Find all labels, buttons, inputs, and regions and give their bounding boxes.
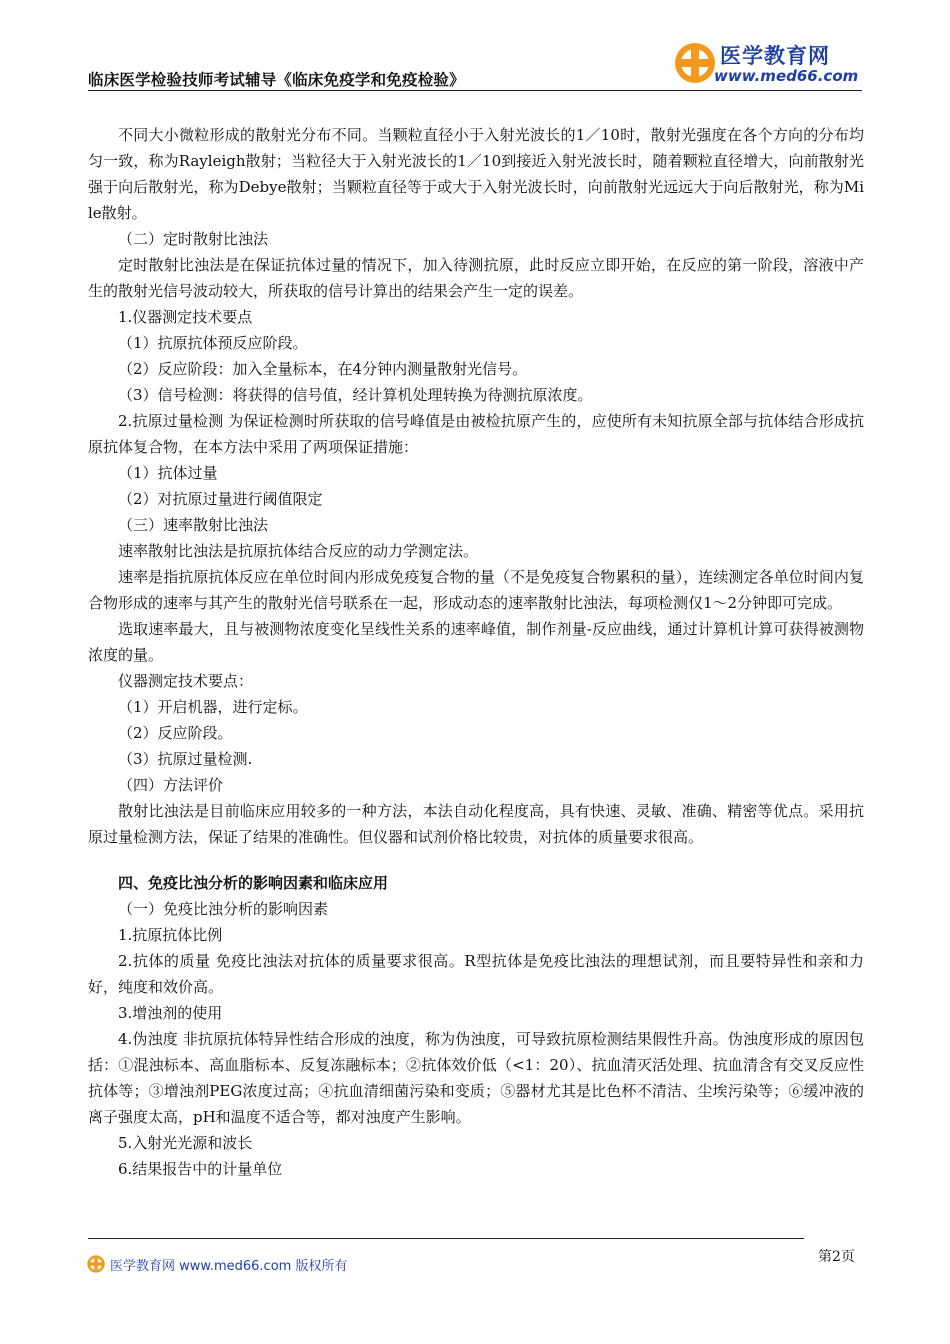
header-divider: [88, 90, 862, 91]
logo-name: 医学教育网: [720, 44, 830, 68]
list-item: 仪器测定技术要点：: [118, 672, 254, 690]
list-item: 5.入射光光源和波长: [118, 1134, 253, 1152]
list-item: （2）对抗原过量进行阈值限定: [118, 490, 323, 508]
list-item: （1）抗原抗体预反应阶段。: [118, 334, 308, 352]
paragraph: 速率散射比浊法是抗原抗体结合反应的动力学测定法。: [118, 542, 479, 560]
cross-circle-logo-icon: [672, 40, 718, 86]
list-item: （2）反应阶段。: [118, 724, 233, 742]
logo-url[interactable]: www.med66.com: [714, 67, 859, 85]
paragraph: 定时散射比浊法是在保证抗体过量的情况下，加入待测抗原，此时反应立即开始，在反应的第一阶段，溶液中产生的散射光信号波动较大，所获取的信号计算出的结果会产生一定的误差。: [88, 256, 864, 300]
page-number: 第2页: [818, 1249, 855, 1265]
paragraph: 不同大小微粒形成的散射光分布不同。当颗粒直径小于入射光波长的1／10时，散射光强度在各个方向的分布均匀一致，称为Rayleigh散射；当粒径大于入射光波长的1／10到接近入射光波长时，随着颗粒直径增大，向前散射光强于向后散射光，称为Debye散射；当颗粒直径等于或大于入射光波长时，向前散射光远远大于向后散射光，称为Mile散射。: [88, 126, 864, 222]
list-item: （2）反应阶段：加入全量标本，在4分钟内测量散射光信号。: [118, 360, 528, 378]
paragraph: 散射比浊法是目前临床应用较多的一种方法，本法自动化程度高，具有快速、灵敏、准确、精密等优点。采用抗原过量检测方法，保证了结果的准确性。但仪器和试剂价格比较贵，对抗体的质量要求很高。: [88, 802, 864, 846]
paragraph: 速率是指抗原抗体反应在单位时间内形成免疫复合物的量（不是免疫复合物累积的量），连续测定各单位时间内复合物形成的速率与其产生的散射光信号联系在一起，形成动态的速率散射比浊法，每项检测仅1～2分钟即可完成。: [88, 568, 864, 612]
list-item: （1）抗体过量: [118, 464, 218, 482]
list-item: 1.仪器测定技术要点: [118, 308, 253, 326]
footer-copyright[interactable]: 医学教育网 www.med66.com 版权所有: [110, 1259, 348, 1274]
footer-divider: [88, 1238, 804, 1239]
subheading: （三）速率散射比浊法: [118, 516, 269, 534]
paragraph: 选取速率最大，且与被测物浓度变化呈线性关系的速率峰值，制作剂量-反应曲线，通过计算机计算可获得被测物浓度的量。: [88, 620, 864, 664]
list-item: 3.增浊剂的使用: [118, 1004, 223, 1022]
footer-logo-icon: [86, 1254, 106, 1274]
header-title: 临床医学检验技师考试辅导《临床免疫学和免疫检验》: [88, 71, 465, 89]
subheading: （二）定时散射比浊法: [118, 230, 269, 248]
list-item: （1）开启机器，进行定标。: [118, 698, 308, 716]
site-logo[interactable]: [672, 40, 859, 88]
subheading: （一）免疫比浊分析的影响因素: [118, 900, 329, 918]
paragraph: 4.伪浊度 非抗原抗体特异性结合形成的浊度，称为伪浊度，可导致抗原检测结果假性升高。伪浊度形成的原因包括：①混浊标本、高血脂标本、反复冻融标本；②抗体效价低（<1：20）、抗血清灭活处理、抗血清含有交叉反应性抗体等；③增浊剂PEG浓度过高；④抗血清细菌污染和变质；⑤器材尤其是比色杯不清洁、尘埃污染等；⑥缓冲液的离子强度太高，pH和温度不适合等，都对浊度产生影响。: [88, 1030, 864, 1126]
list-item: 6.结果报告中的计量单位: [118, 1160, 283, 1178]
subheading: （四）方法评价: [118, 776, 224, 794]
list-item: （3）信号检测：将获得的信号值，经计算机处理转换为待测抗原浓度。: [118, 386, 593, 404]
list-item: 1.抗原抗体比例: [118, 926, 223, 944]
paragraph: 2.抗原过量检测 为保证检测时所获取的信号峰值是由被检抗原产生的，应使所有未知抗原全部与抗体结合形成抗原抗体复合物，在本方法中采用了两项保证措施：: [88, 412, 864, 456]
list-item: （3）抗原过量检测.: [118, 750, 253, 768]
document-body: [88, 122, 864, 1182]
section-title: 四、免疫比浊分析的影响因素和临床应用: [118, 874, 389, 892]
paragraph: 2.抗体的质量 免疫比浊法对抗体的质量要求很高。R型抗体是免疫比浊法的理想试剂，而且要特异性和亲和力好，纯度和效价高。: [88, 952, 864, 996]
